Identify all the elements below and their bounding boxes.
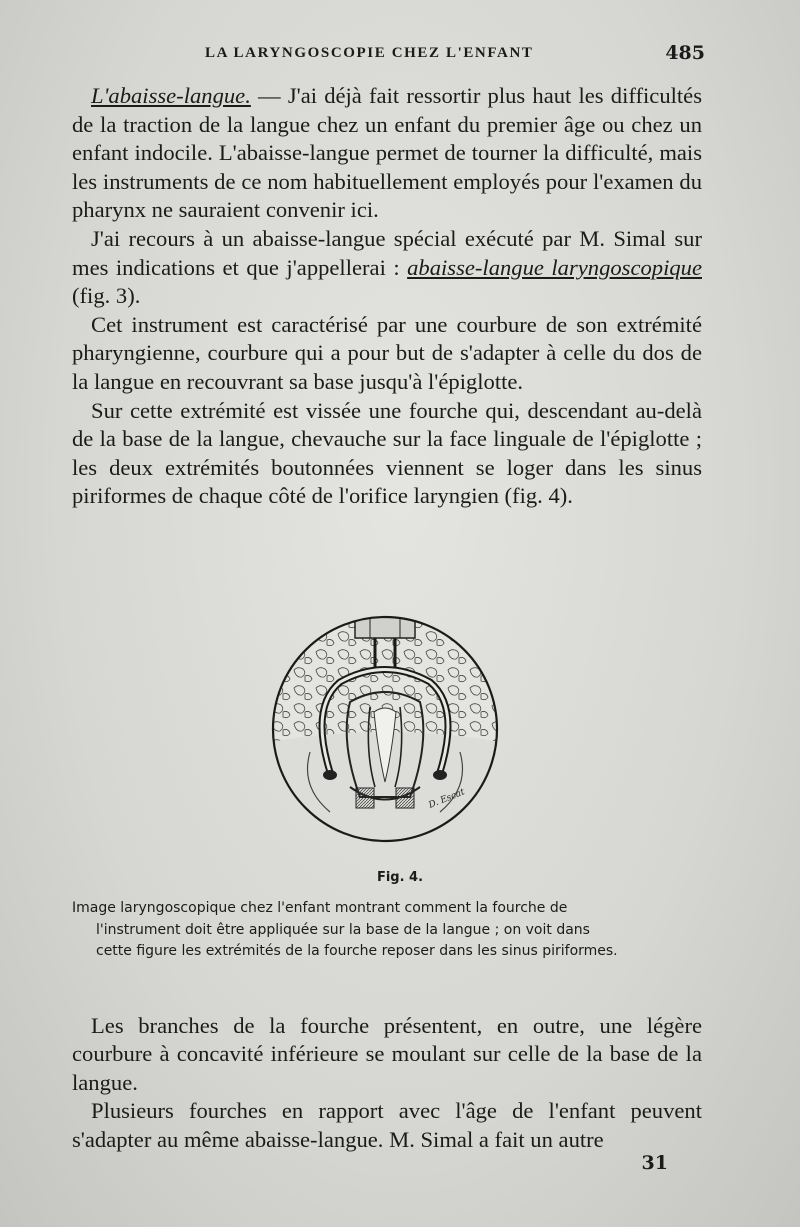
running-title: LA LARYNGOSCOPIE CHEZ L'ENFANT [205, 45, 534, 61]
paragraph-branches: Les branches de la fourche présentent, en outre, une légère courbure à concavité inférieure se moulant sur celle de la base de la langue. [72, 1013, 702, 1095]
paragraph-fourche: Sur cette extrémité est vissée une fourche qui, descendant au-delà de la base de la langue, chevauche sur la face linguale de l'épiglotte ; les deux extrémités boutonnées viennent se loger dans les sinus piriformes de chaque côté de l'orifice laryngien (fig. 4). [72, 397, 702, 509]
body-text-lower [72, 1012, 702, 1154]
instrument-name: abaisse-langue laryngoscopique [407, 254, 702, 280]
paragraph-2-end: (fig. 3). [72, 283, 141, 309]
figure-legend [72, 898, 702, 963]
paragraph-recours [72, 225, 702, 311]
page-header [0, 40, 800, 70]
paragraph-1-text: — J'ai déjà fait ressortir plus haut les difficultés de la traction de la langue chez un enfant du premier âge ou chez un enfant indocile. L'abaisse-langue permet de tourner la difficulté, mais les instruments de ce nom habituellement employés pour l'examen du pharynx ne sauraient convenir ici. [72, 83, 702, 223]
engraver-signature: D. Escat [427, 787, 467, 811]
page-number: 485 [665, 42, 705, 64]
laryngoscopic-illustration [270, 612, 500, 848]
section-lead: L'abaisse-langue. [91, 83, 251, 108]
paragraph-plusieurs: Plusieurs fourches en rapport avec l'âge de l'enfant peuvent s'adapter au même abaisse-langue. M. Simal a fait un autre [72, 1098, 702, 1152]
signature-mark: 31 [641, 1152, 668, 1174]
figure-legend-line: l'instrument doit être appliquée sur la base de la langue ; on voit dans [96, 921, 590, 938]
paragraph-instrument: Cet instrument est caractérisé par une courbure de son extrémité pharyngienne, courbure qui a pour but de s'adapter à celle du dos de la langue en recouvrant sa base jusqu'à l'épiglotte. [72, 311, 702, 394]
paragraph-2-start: J'ai recours à un abaisse-langue spécial exécuté par M. Simal sur mes indications et que j'appellerai : [72, 225, 702, 280]
figure-laryngoscopic-image [270, 612, 500, 848]
figure-caption: Fig. 4. [376, 870, 424, 885]
figure-legend-line: Image laryngoscopique chez l'enfant montrant comment la fourche de [72, 900, 568, 916]
figure-legend-line: cette figure les extrémités de la fourche reposer dans les sinus piriformes. [96, 943, 618, 959]
paragraph-abaisse-langue [72, 82, 702, 225]
body-text-upper [72, 82, 702, 511]
